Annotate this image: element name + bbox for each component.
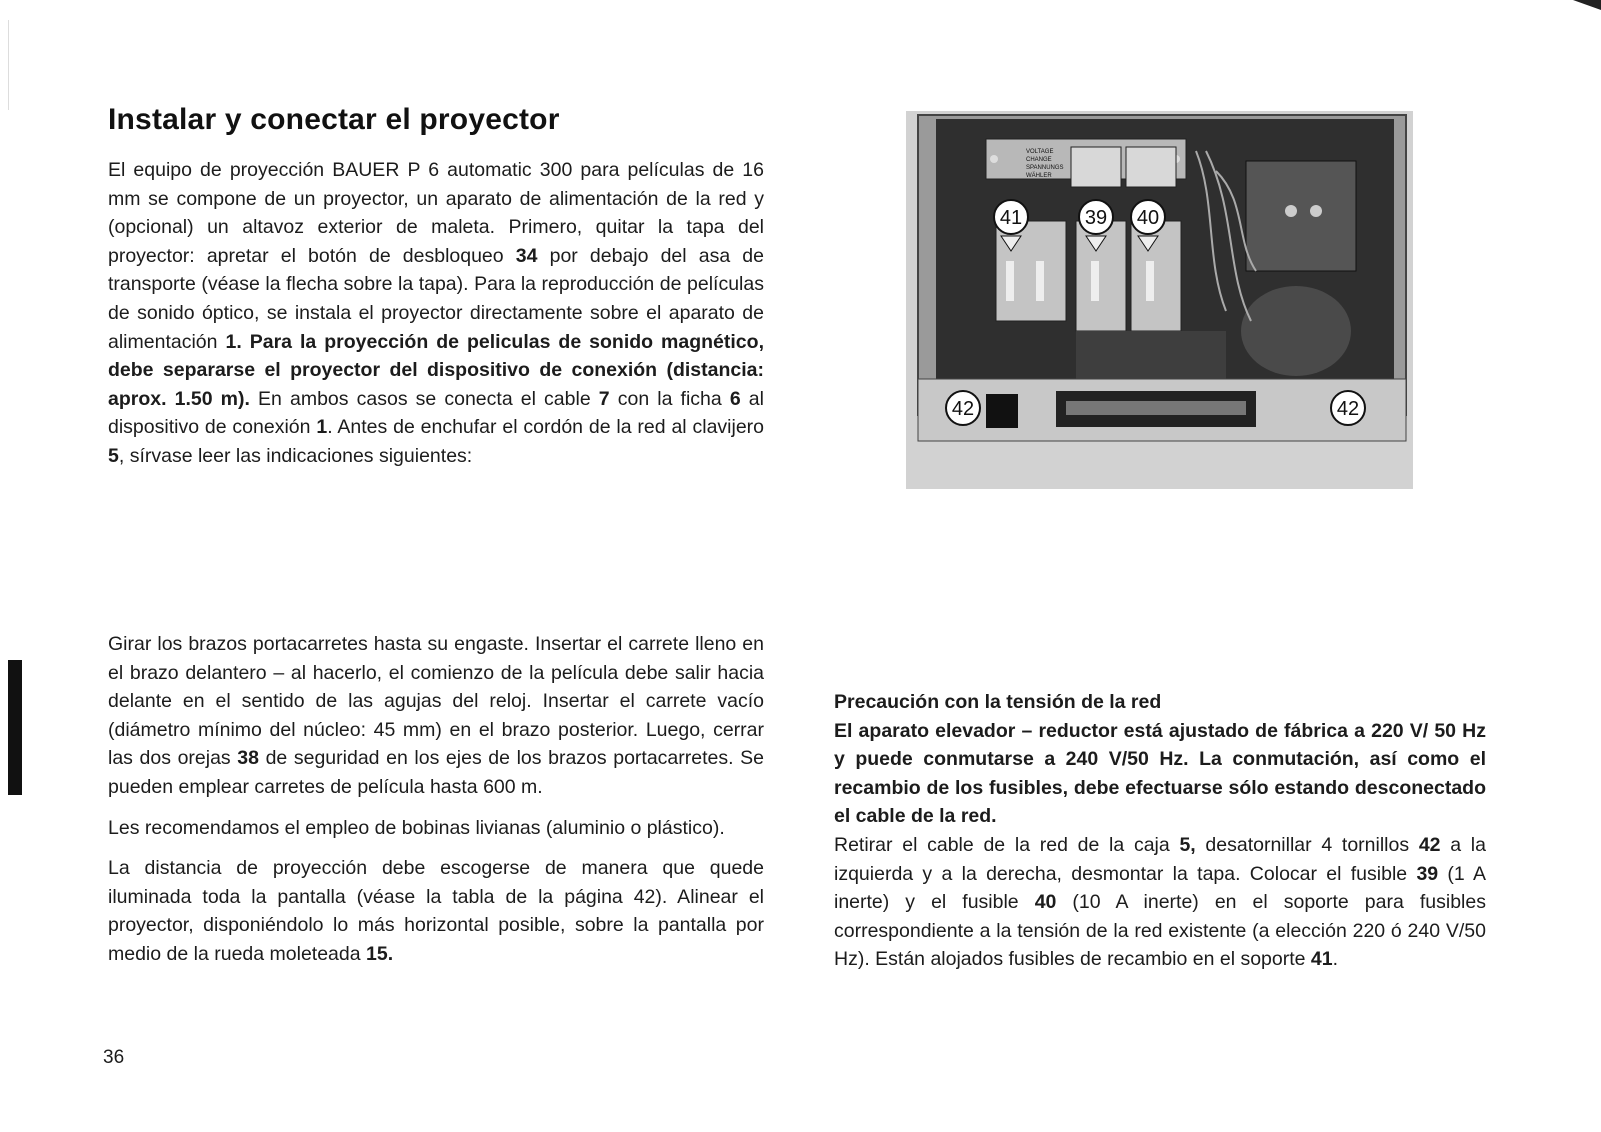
page-number: 36 [103, 1047, 125, 1068]
panel-label-1: VOLTAGE [1026, 149, 1054, 155]
margin-line [8, 20, 9, 110]
distance-paragraph: La distancia de proyección debe escogerse de manera que quede iluminada toda la pantalla (véase la tabla de la página 42). Alinear el proyector, disponiéndolo lo más horizontal posible, sobre la pantalla por medio de la rueda moleteada 15. [108, 857, 764, 965]
reels-section [108, 630, 764, 969]
reels-paragraph: Girar los brazos portacarretes hasta su engaste. Insertar el carrete lleno en el brazo delantero – al hacerlo, el comienzo de la película debe salir hacia delante en el sentido de las agujas del reloj. Insertar el carrete vacío (diámetro mínimo del núcleo: 45 mm) en el brazo posterior. Luego, cerrar las dos orejas 38 de seguridad en los ejes de los brazos portacarretes. Se pueden emplear carretes de película hasta 600 m. [108, 633, 764, 798]
panel-label-3: SPANNUNGS [1026, 165, 1064, 171]
caution-section [834, 688, 1486, 974]
page-title: Instalar y conectar el proyector [108, 103, 560, 136]
callout-40: 40 [1136, 207, 1160, 229]
callout-42-right: 42 [1336, 398, 1360, 420]
power-unit-photo [906, 111, 1413, 489]
panel-label-4: WÄHLER [1026, 173, 1052, 179]
recommend-paragraph: Les recomendamos el empleo de bobinas livianas (aluminio o plástico). [108, 816, 725, 839]
callout-41: 41 [999, 207, 1023, 229]
callout-39: 39 [1084, 207, 1108, 229]
caution-warning: El aparato elevador – reductor está ajustado de fábrica a 220 V/ 50 Hz y puede conmutarse a 240 V/50 Hz. La conmutación, así como el recambio de los fusibles, debe efectuarse sólo estando desconectado el cable de la red. [834, 719, 1486, 828]
margin-thumb-bar [8, 660, 22, 795]
fuses-paragraph: Retirar el cable de la red de la caja 5, desatornillar 4 tornillos 42 a la izquierda y a la derecha, desmontar la tapa. Colocar el fusible 39 (1 A inerte) y el fusible 40 (10 A inerte) en el soporte para fusibles correspondiente a la tensión de la red existente (a elección 220 ó 240 V/50 Hz). Están alojados fusibles de recambio en el soporte 41. [834, 833, 1486, 971]
intro-paragraph: El equipo de proyección BAUER P 6 automatic 300 para películas de 16 mm se compone de un proyector, un aparato de alimentación de la red y (opcional) un altavoz exterior de maleta. Primero, quitar la tapa del proyector: apretar el botón de desbloqueo 34 por debajo del asa de transporte (véase la flecha sobre la tapa). Para la reproducción de películas de sonido óptico, se instala el proyector directamente sobre el aparato de alimentación 1. Para la proyección de peliculas de sonido magnético, debe separarse el proyector del dispositivo de conexión (distancia: aprox. 1.50 m). En ambos casos se conecta el cable 7 con la ficha 6 al dispositivo de conexión 1. Antes de enchufar el cordón de la red al clavijero 5, sírvase leer las indicaciones siguientes: [108, 159, 765, 467]
callout-42-left: 42 [951, 398, 975, 420]
caution-heading: Precaución con la tensión de la red [834, 691, 1162, 713]
panel-label-2: CHANGE [1026, 157, 1052, 163]
corner-mark [1573, 0, 1601, 10]
